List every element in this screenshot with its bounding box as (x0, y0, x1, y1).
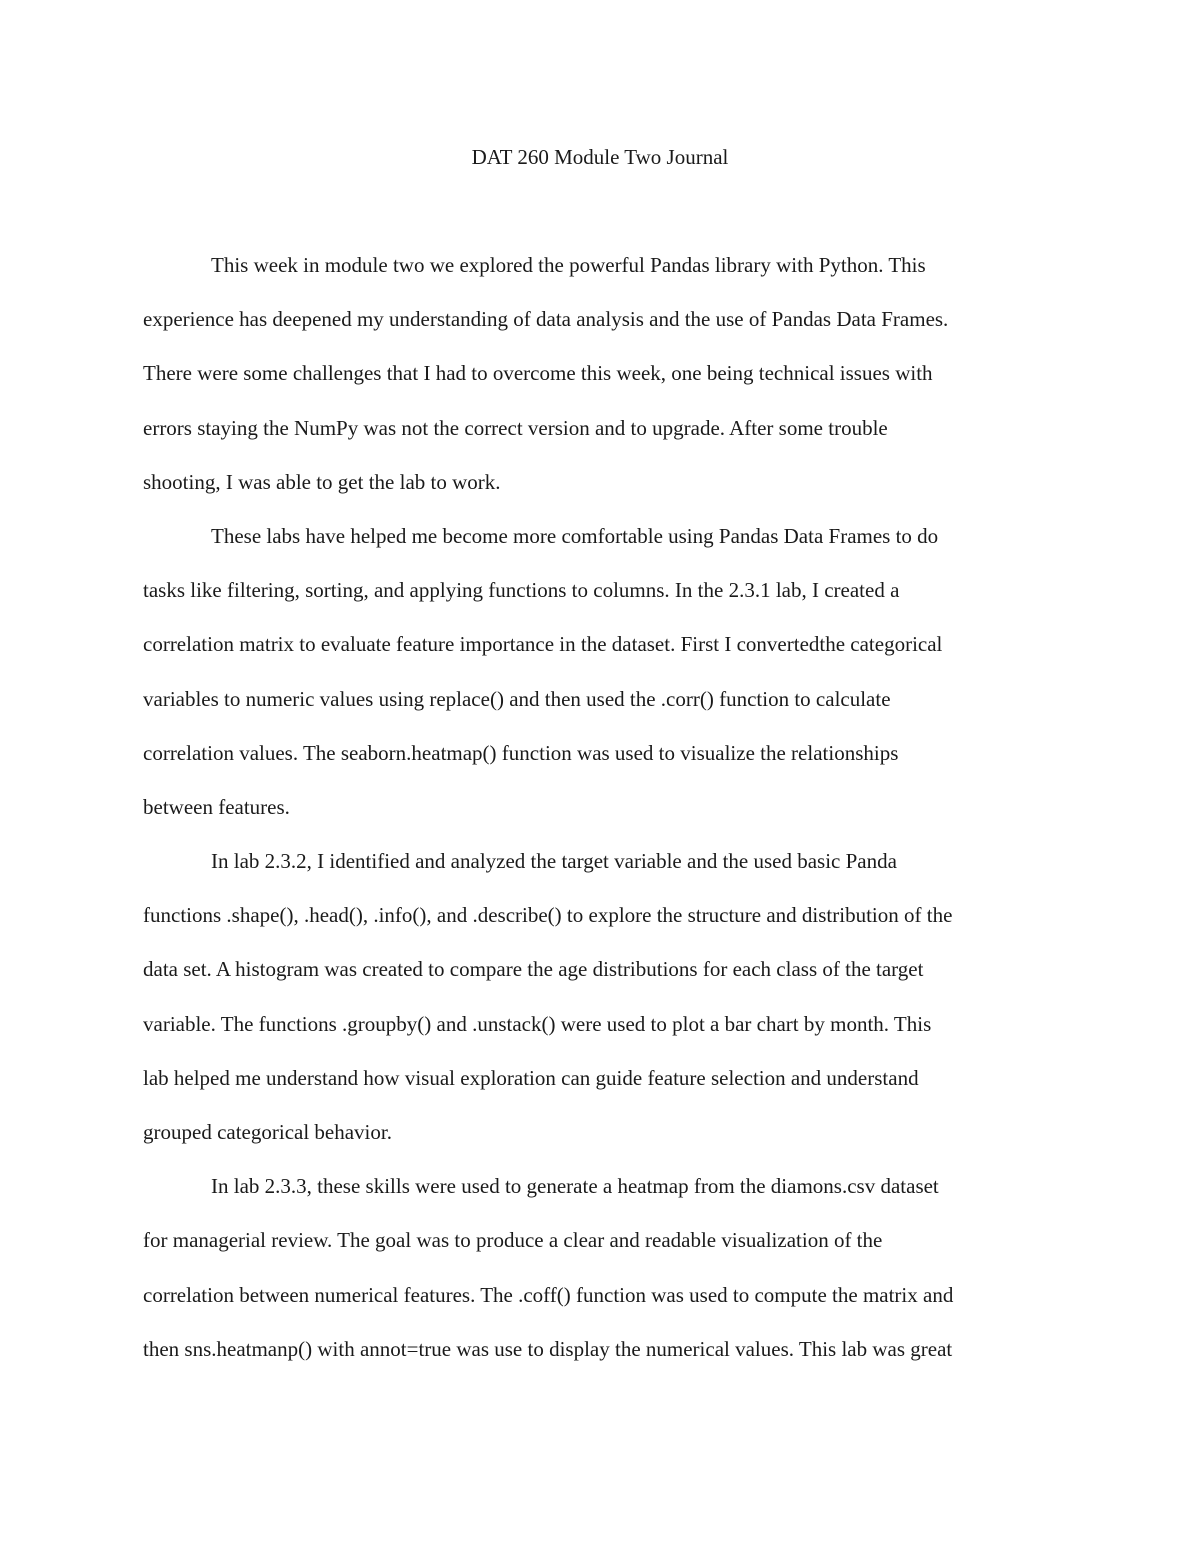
paragraph-line: for managerial review. The goal was to produce a clear and readable visualization of the (143, 1228, 883, 1253)
paragraph-line: then sns.heatmanp() with annot=true was use to display the numerical values. This lab was great (143, 1336, 953, 1361)
paragraph-line: variables to numeric values using replace() and then used the .corr() function to calculate (143, 686, 891, 711)
paragraph-line: In lab 2.3.2, I identified and analyzed the target variable and the used basic Panda (211, 849, 897, 874)
paragraph-line: functions .shape(), .head(), .info(), and .describe() to explore the structure and distribution of the (143, 903, 953, 928)
paragraph-line: experience has deepened my understanding of data analysis and the use of Pandas Data Frames. (143, 307, 949, 332)
paragraph-line: data set. A histogram was created to compare the age distributions for each class of the target (143, 957, 924, 982)
paragraph-line: This week in module two we explored the powerful Pandas library with Python. This (211, 253, 926, 277)
paragraph-line: tasks like filtering, sorting, and applying functions to columns. In the 2.3.1 lab, I created a (143, 578, 900, 603)
paragraph-line: correlation values. The seaborn.heatmap() function was used to visualize the relationships (143, 740, 899, 765)
paragraph-line: correlation matrix to evaluate feature importance in the dataset. First I convertedthe categorical (143, 632, 943, 657)
paragraph-line: correlation between numerical features. The .coff() function was used to compute the matrix and (143, 1282, 954, 1307)
paragraph-line: In lab 2.3.3, these skills were used to generate a heatmap from the diamons.csv dataset (211, 1174, 939, 1199)
paragraph-line: There were some challenges that I had to overcome this week, one being technical issues with (143, 361, 933, 386)
paragraph-line: variable. The functions .groupby() and .unstack() were used to plot a bar chart by month. This (143, 1011, 932, 1036)
document-title: DAT 260 Module Two Journal (471, 145, 729, 169)
paragraph-line: lab helped me understand how visual exploration can guide feature selection and understand (143, 1065, 919, 1090)
document-body (143, 248, 1063, 1386)
paragraph-line: grouped categorical behavior. (143, 1120, 392, 1144)
paragraph-line: between features. (143, 794, 290, 819)
paragraph-line: shooting, I was able to get the lab to work. (143, 469, 501, 494)
paragraph-line: errors staying the NumPy was not the correct version and to upgrade. After some trouble (143, 415, 888, 440)
paragraph-line: These labs have helped me become more comfortable using Pandas Data Frames to do (211, 523, 939, 548)
